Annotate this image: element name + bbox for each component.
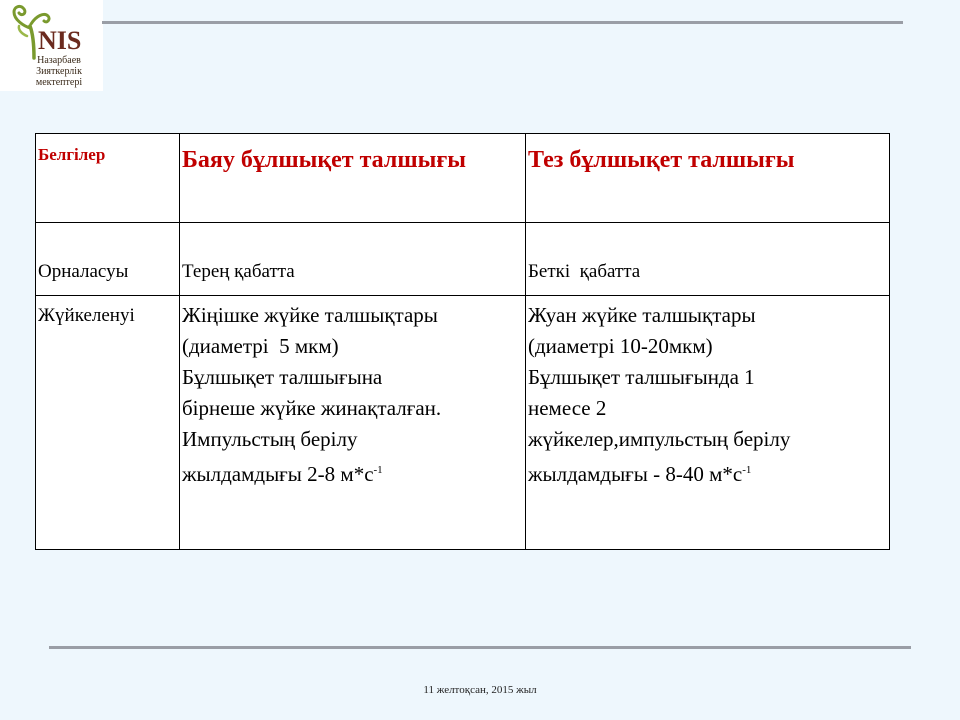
placement-fast-cell xyxy=(526,223,890,296)
logo-line-3: мектептері xyxy=(35,77,83,88)
placement-label-cell xyxy=(36,223,180,296)
text-line: Бұлшықет талшығына xyxy=(182,365,383,389)
innervation-fast-cell xyxy=(526,296,890,550)
header-features-label: Белгілер xyxy=(38,145,106,164)
header-fast-fiber-label: Тез бұлшықет талшығы xyxy=(528,147,795,173)
text-line: (диаметрі 5 мкм) xyxy=(182,334,339,358)
text-line: Жуан жүйке талшықтары xyxy=(528,303,756,327)
text-line: Бұлшықет талшығында 1 xyxy=(528,365,755,389)
placement-fast-value: Беткі қабатта xyxy=(528,261,641,282)
innervation-fast-text xyxy=(528,296,889,490)
text-line: жүйкелер,импульстың берілу xyxy=(528,427,791,451)
top-divider xyxy=(102,21,903,24)
header-slow-fiber-label: Баяу бұлшықет талшығы xyxy=(182,147,466,173)
unit-exponent: -1 xyxy=(373,464,383,476)
table-row xyxy=(36,223,890,296)
text-line xyxy=(528,455,889,490)
header-cell-features xyxy=(36,134,180,223)
placement-slow-cell xyxy=(180,223,526,296)
innervation-slow-text xyxy=(182,296,525,490)
table-header-row xyxy=(36,134,890,223)
logo-line-1: Назарбаев xyxy=(37,55,81,66)
text-line: немесе 2 xyxy=(528,396,607,420)
header-cell-fast-fiber xyxy=(526,134,890,223)
text-line: (диаметрі 10-20мкм) xyxy=(528,334,713,358)
text-line: Импульстың берілу xyxy=(182,427,358,451)
text-line: бірнеше жүйке жинақталған. xyxy=(182,396,442,420)
placement-slow-value: Терең қабатта xyxy=(182,261,295,282)
placement-label: Орналасуы xyxy=(38,261,129,282)
innervation-label: Жүйкеленуі xyxy=(38,305,135,326)
speed-text: жылдамдығы - 8-40 м*с xyxy=(528,462,743,486)
footer-date: 11 желтоқсан, 2015 жыл xyxy=(423,684,537,696)
nis-logo xyxy=(0,0,103,91)
comparison-table xyxy=(35,133,890,550)
speed-text: жылдамдығы 2-8 м*с xyxy=(182,462,374,486)
innervation-label-cell xyxy=(36,296,180,550)
header-cell-slow-fiber xyxy=(180,134,526,223)
unit-exponent: -1 xyxy=(742,464,752,476)
bottom-divider xyxy=(49,646,911,649)
table-row xyxy=(36,296,890,550)
text-line xyxy=(182,455,525,490)
logo-line-2: Зияткерлік xyxy=(36,66,82,77)
svg-text:NIS: NIS xyxy=(38,26,82,55)
innervation-slow-cell xyxy=(180,296,526,550)
text-line: Жіңішке жүйке талшықтары xyxy=(182,303,438,327)
